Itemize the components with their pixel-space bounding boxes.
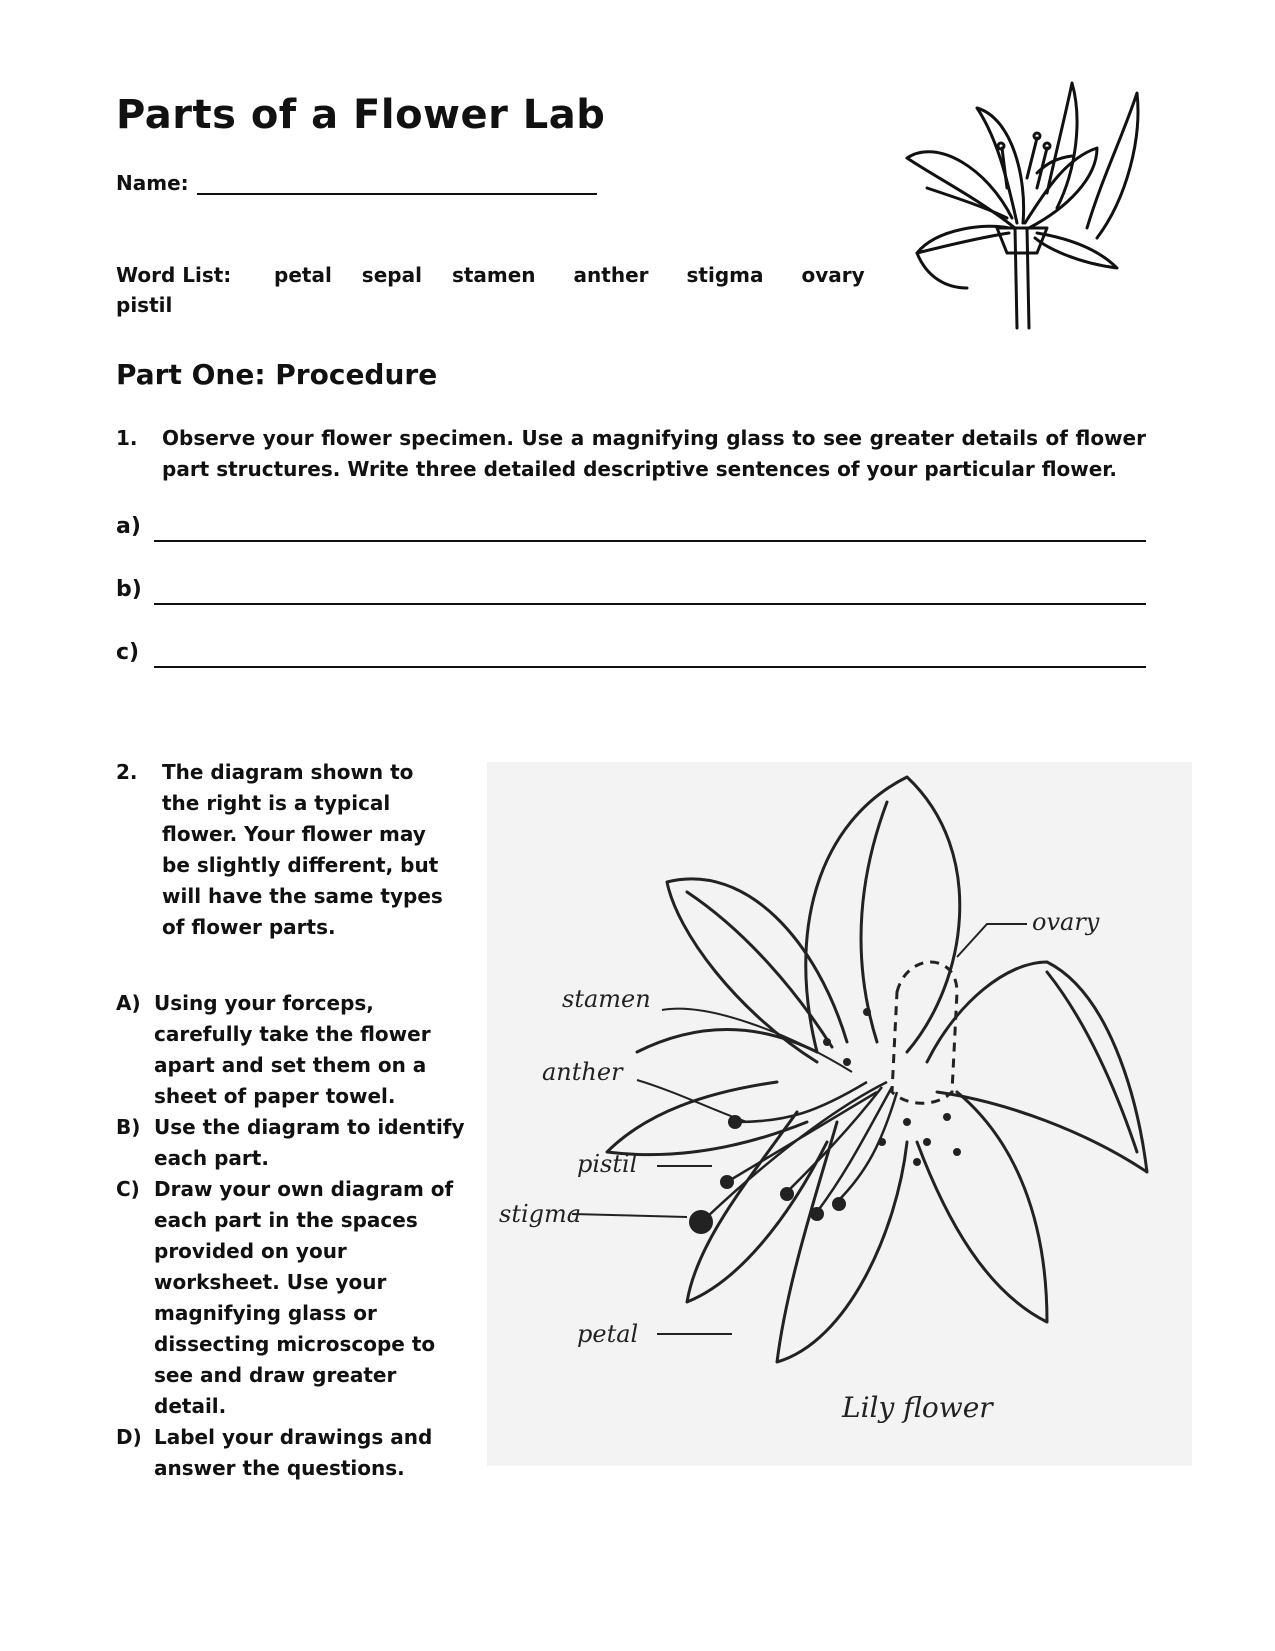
label-anther: anther xyxy=(542,1058,623,1086)
step-text: Label your drawings and answer the questions. xyxy=(154,1425,433,1480)
word-anther: anther xyxy=(573,263,649,287)
answer-line-a[interactable] xyxy=(116,510,1146,542)
step-text: Use the diagram to identify each part. xyxy=(154,1115,465,1170)
lily-illustration xyxy=(897,78,1147,333)
label-ovary: ovary xyxy=(1032,908,1100,936)
answer-line-c[interactable] xyxy=(116,636,1146,668)
word-petal: petal xyxy=(274,263,332,287)
answer-line xyxy=(154,540,1146,542)
question-2-text: The diagram shown to the right is a typical flower. Your flower may be slightly different, but will have the same types of flower parts. xyxy=(162,760,443,939)
word-stigma: stigma xyxy=(686,263,764,287)
step-letter: B) xyxy=(116,1115,141,1139)
step-letter: C) xyxy=(116,1177,140,1201)
step-letter: D) xyxy=(116,1425,142,1449)
word-pistil: pistil xyxy=(116,293,173,317)
step-b xyxy=(116,1112,466,1174)
lily-flower-diagram xyxy=(487,762,1192,1466)
label-pistil: pistil xyxy=(577,1150,638,1178)
step-letter: A) xyxy=(116,991,141,1015)
name-row xyxy=(116,171,597,195)
name-label: Name: xyxy=(116,171,189,195)
step-c xyxy=(116,1174,466,1422)
label-stamen: stamen xyxy=(562,985,651,1013)
label-petal: petal xyxy=(577,1320,639,1348)
step-a xyxy=(116,988,466,1112)
answer-letter: b) xyxy=(116,577,142,602)
question-2 xyxy=(116,757,456,943)
procedure-steps xyxy=(116,988,466,1484)
step-d xyxy=(116,1422,466,1484)
word-list-label: Word List: xyxy=(116,263,232,287)
answer-letter: c) xyxy=(116,640,140,665)
question-1-number: 1. xyxy=(116,426,138,450)
answer-letter: a) xyxy=(116,514,141,539)
answer-line-b[interactable] xyxy=(116,573,1146,605)
name-field[interactable] xyxy=(197,171,597,195)
answer-line xyxy=(154,666,1146,668)
word-stamen: stamen xyxy=(451,263,536,287)
diagram-caption: Lily flower xyxy=(842,1391,993,1424)
question-2-number: 2. xyxy=(116,760,138,784)
label-stigma: stigma xyxy=(499,1200,582,1228)
word-sepal: sepal xyxy=(361,263,422,287)
step-text: Draw your own diagram of each part in the spaces provided on your worksheet. Use your magnifying glass or dissecting microscope to see and draw greater detail. xyxy=(154,1177,454,1418)
step-text: Using your forceps, carefully take the flower apart and set them on a sheet of paper towel. xyxy=(154,991,431,1108)
word-ovary: ovary xyxy=(801,263,865,287)
answer-line xyxy=(154,603,1146,605)
page-title: Parts of a Flower Lab xyxy=(116,92,606,138)
word-list xyxy=(116,263,876,317)
part-heading: Part One: Procedure xyxy=(116,358,438,391)
question-1 xyxy=(116,423,1146,485)
question-1-text: Observe your flower specimen. Use a magnifying glass to see greater details of flower part structures. Write three detailed descriptive sentences of your particular flower. xyxy=(162,426,1146,481)
